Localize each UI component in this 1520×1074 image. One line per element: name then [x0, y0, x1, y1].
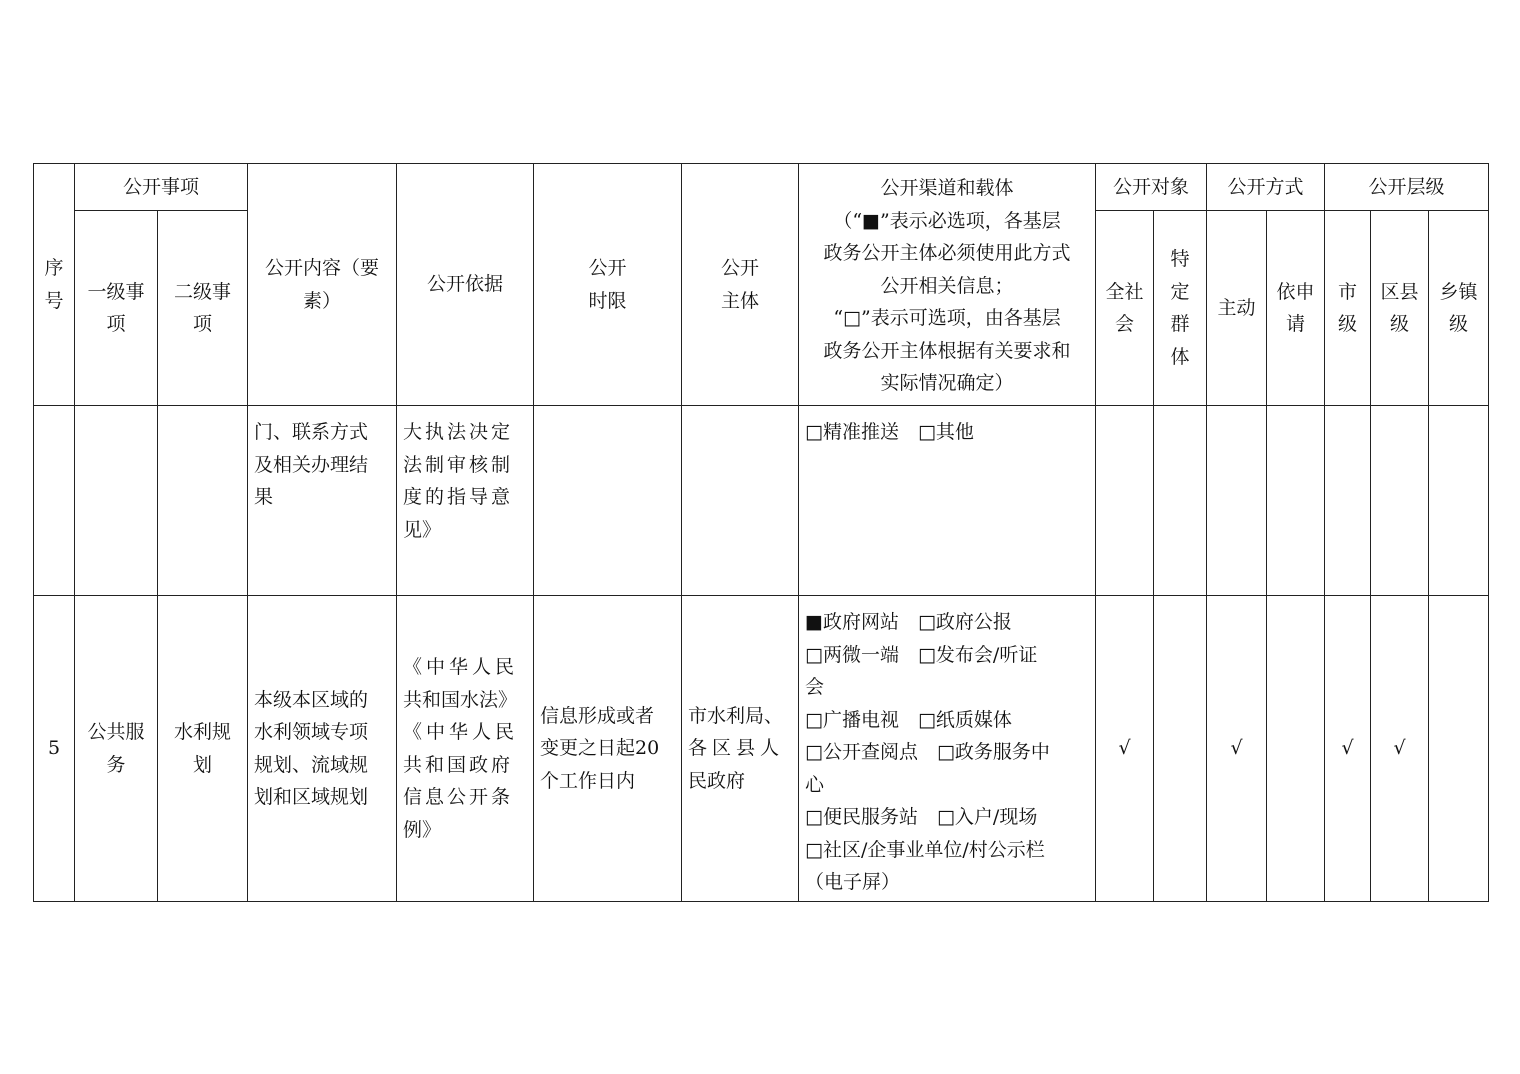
header-level-group: 公开层级	[1325, 164, 1489, 211]
header-level2: 二级事 项	[158, 211, 248, 406]
header-level-town: 乡镇 级	[1429, 211, 1489, 406]
header-level-city: 市 级	[1325, 211, 1371, 406]
channel-option: □便民服务站 □入户/现场	[805, 806, 1038, 828]
header-target-all: 全社 会	[1096, 211, 1154, 406]
row-content: 本级本区域的 水利领域专项 规划、流域规 划和区域规划	[248, 596, 397, 902]
row-content: 门、联系方式 及相关办理结 果	[248, 406, 397, 596]
header-content: 公开内容（要 素）	[248, 164, 397, 406]
channel-option: 心	[805, 773, 825, 796]
header-level1: 一级事 项	[75, 211, 158, 406]
header-row-1	[34, 164, 1489, 211]
row-method-request-check	[1267, 596, 1325, 902]
row-seq: 5	[34, 596, 75, 902]
row-target-all-check: √	[1096, 596, 1154, 902]
channel-note-line: 政务公开主体根据有关要求和	[823, 339, 1071, 362]
row-basis: 《中华人民 共和国水法》 《中华人民 共和国政府 信息公开条 例》	[397, 596, 534, 902]
header-time-limit: 公开 时限	[534, 164, 682, 406]
row-method-active	[1207, 406, 1267, 596]
row-level-city	[1325, 406, 1371, 596]
row-level2: 水利规 划	[158, 596, 248, 902]
channel-note-line: “□”表示可选项，由各基层	[833, 307, 1061, 329]
channel-note-line: 实际情况确定）	[880, 372, 1014, 394]
channel-option: □社区/企事业单位/村公示栏	[805, 838, 1045, 861]
row-level1: 公共服 务	[75, 596, 158, 902]
row-time-limit	[534, 406, 682, 596]
channel-title: 公开渠道和载体	[880, 177, 1014, 199]
header-method-group: 公开方式	[1207, 164, 1325, 211]
row-seq	[34, 406, 75, 596]
header-items-group: 公开事项	[75, 164, 248, 211]
row-subject	[682, 406, 799, 596]
channel-note-line: 政务公开主体必须使用此方式	[823, 242, 1071, 264]
row-target-specific	[1154, 406, 1207, 596]
row-level1	[75, 406, 158, 596]
table-row	[34, 596, 1489, 902]
header-seq: 序 号	[34, 164, 75, 406]
header-basis: 公开依据	[397, 164, 534, 406]
channel-option: □公开查阅点 □政务服务中	[805, 741, 1050, 763]
row-level-town-check	[1429, 596, 1489, 902]
channel-option: 会	[805, 676, 825, 698]
header-method-active: 主动	[1207, 211, 1267, 406]
header-channel	[799, 164, 1096, 406]
header-method-request: 依申 请	[1267, 211, 1325, 406]
row-subject: 市水利局、 各区县人 民政府	[682, 596, 799, 902]
row-basis: 大执法决定 法制审核制 度的指导意 见》	[397, 406, 534, 596]
channel-note-line: 公开相关信息；	[880, 274, 1014, 297]
row-target-specific-check	[1154, 596, 1207, 902]
channel-option: ■政府网站 □政府公报	[805, 611, 1012, 633]
header-target-group: 公开对象	[1096, 164, 1207, 211]
row-method-active-check: √	[1207, 596, 1267, 902]
header-target-specific: 特 定 群 体	[1154, 211, 1207, 406]
row-target-all	[1096, 406, 1154, 596]
channel-option: □两微一端 □发布会/听证	[805, 643, 1038, 666]
row-method-request	[1267, 406, 1325, 596]
row-channels	[799, 596, 1096, 902]
row-time-limit: 信息形成或者 变更之日起20 个工作日内	[534, 596, 682, 902]
channel-option: □广播电视 □纸质媒体	[805, 708, 1012, 731]
row-level-county-check: √	[1371, 596, 1429, 902]
row-level2	[158, 406, 248, 596]
header-level-county: 区县 级	[1371, 211, 1429, 406]
row-level-county	[1371, 406, 1429, 596]
channel-option: （电子屏）	[805, 871, 901, 893]
channel-note-line: （“■”表示必选项，各基层	[833, 209, 1061, 232]
row-level-city-check: √	[1325, 596, 1371, 902]
row-level-town	[1429, 406, 1489, 596]
table-row	[34, 406, 1489, 596]
header-subject: 公开 主体	[682, 164, 799, 406]
row-channels: □精准推送 □其他	[799, 406, 1096, 596]
disclosure-table	[33, 163, 1489, 902]
